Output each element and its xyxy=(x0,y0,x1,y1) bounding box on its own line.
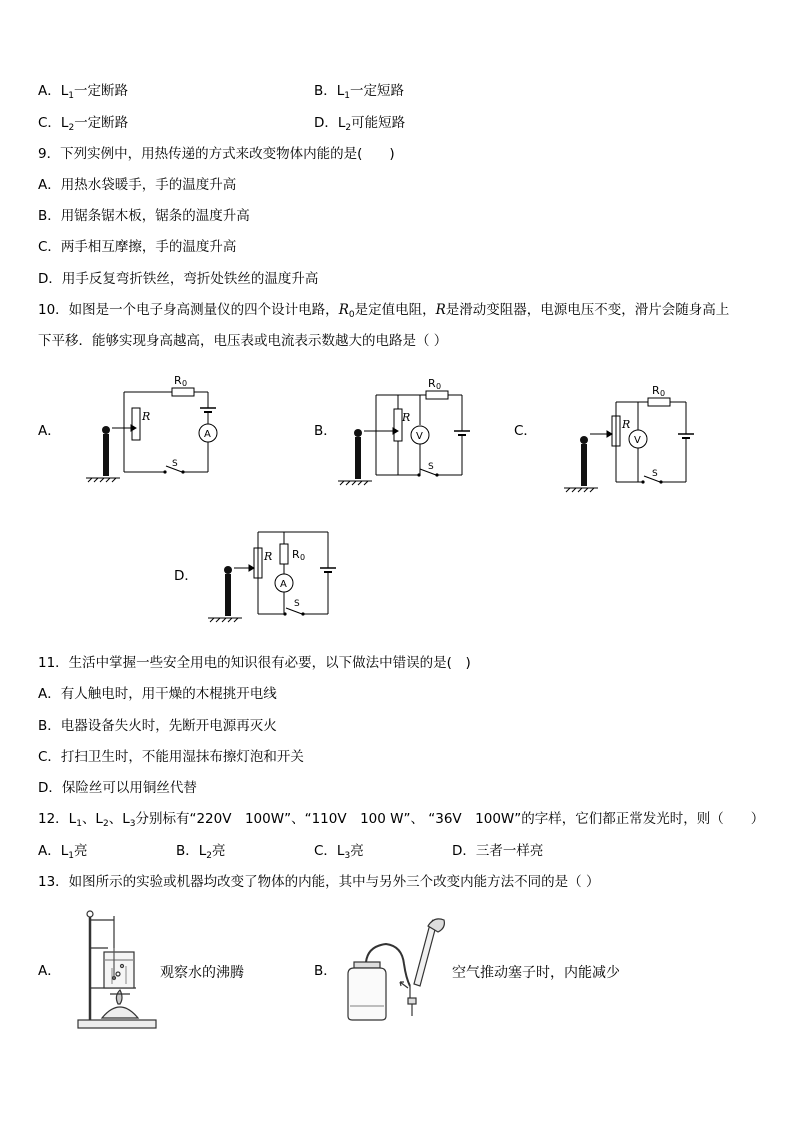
circuit-b-r0-label: R xyxy=(428,377,436,390)
circuit-a-diagram xyxy=(84,372,224,484)
circuit-c-voltmeter: V xyxy=(634,435,641,446)
circuit-c-r0-label: R xyxy=(652,384,660,397)
q8-option-a: A．$L_1$一定断路 xyxy=(38,83,128,101)
circuit-a-switch-label: S xyxy=(172,459,178,469)
q13-label-a: A． xyxy=(38,963,61,979)
circuit-c-switch-label: S xyxy=(652,469,658,479)
q13-stem: 13．如图所示的实验或机器均改变了物体的内能，其中与另外三个改变内能方法不同的是（ ） xyxy=(38,874,600,890)
circuit-d-r0-sub: 0 xyxy=(300,553,306,562)
circuit-b-switch-label: S xyxy=(428,462,434,472)
circuit-a-r0-label: R xyxy=(174,374,182,387)
q12-stem: 12．$L_1$、$L_2$、$L_3$分别标有“220V 100W”、“110V 100 W”、 “36V 100W”的字样，它们都正常发光时，则（ ） xyxy=(38,811,765,829)
q13-label-b: B． xyxy=(314,963,337,979)
circuit-b-diagram xyxy=(336,375,476,487)
q9-option-d: D．用手反复弯折铁丝，弯折处铁丝的温度升高 xyxy=(38,271,319,287)
circuit-b-voltmeter: V xyxy=(416,431,423,442)
q12-option-c: C．$L_3$亮 xyxy=(314,843,364,861)
circuit-a-ammeter: A xyxy=(204,429,211,440)
q9-option-c: C．两手相互摩擦，手的温度升高 xyxy=(38,239,237,255)
q8-option-d: D．$L_2$可能短路 xyxy=(314,115,406,133)
q10-stem-line2: 下平移．能够实现身高越高，电压表或电流表示数越大的电路是（ ） xyxy=(38,333,448,349)
circuit-d-diagram xyxy=(206,518,346,630)
q10-stem: 10．如图是一个电子身高测量仪的四个设计电路，$R_0$是定值电阻，R是滑动变阻器，电源电压不变，滑片会随身高上 xyxy=(38,302,730,320)
circuit-c-r0-sub: 0 xyxy=(660,389,666,398)
q11-option-b: B．电器设备失火时，先断开电源再灭火 xyxy=(38,718,277,734)
circuit-a-r0-sub: 0 xyxy=(182,379,188,388)
q8-option-b: B．$L_1$一定短路 xyxy=(314,83,405,101)
circuit-c-label: C． xyxy=(514,423,537,439)
q13-caption-b: 空气推动塞子时，内能减少 xyxy=(452,965,620,981)
q8-option-c: C．$L_2$一定断路 xyxy=(38,115,129,133)
circuit-c-diagram xyxy=(562,382,702,494)
q9-option-b: B．用锯条锯木板，锯条的温度升高 xyxy=(38,208,250,224)
circuit-a-r-label: R xyxy=(142,410,151,423)
circuit-a-label: A． xyxy=(38,423,61,439)
circuit-d-label: D． xyxy=(174,568,198,584)
q11-option-c: C．打扫卫生时，不能用湿抹布擦灯泡和开关 xyxy=(38,749,304,765)
circuit-b-r0-sub: 0 xyxy=(436,382,442,391)
pump-bottle-figure xyxy=(340,916,450,1026)
q12-option-d: D．三者一样亮 xyxy=(452,843,544,859)
q9-option-a: A．用热水袋暖手，手的温度升高 xyxy=(38,177,237,193)
q9-stem: 9．下列实例中，用热传递的方式来改变物体内能的是( ) xyxy=(38,146,395,162)
circuit-b-r-label: R xyxy=(402,411,411,424)
q13-caption-a: 观察水的沸腾 xyxy=(160,965,244,981)
circuit-b-label: B． xyxy=(314,423,337,439)
circuit-d-ammeter: A xyxy=(280,579,287,590)
circuit-c-r-label: R xyxy=(622,418,631,431)
q11-stem: 11．生活中掌握一些安全用电的知识很有必要，以下做法中错误的是( ) xyxy=(38,655,471,671)
boiling-water-apparatus-figure xyxy=(74,908,160,1032)
q11-option-d: D．保险丝可以用铜丝代替 xyxy=(38,780,197,796)
circuit-d-switch-label: S xyxy=(294,599,300,609)
q12-option-a: A．$L_1$亮 xyxy=(38,843,88,861)
q11-option-a: A．有人触电时，用干燥的木棍挑开电线 xyxy=(38,686,277,702)
circuit-d-r0-label: R xyxy=(292,548,300,561)
circuit-d-r-label: R xyxy=(264,550,273,563)
q12-option-b: B．$L_2$亮 xyxy=(176,843,226,861)
